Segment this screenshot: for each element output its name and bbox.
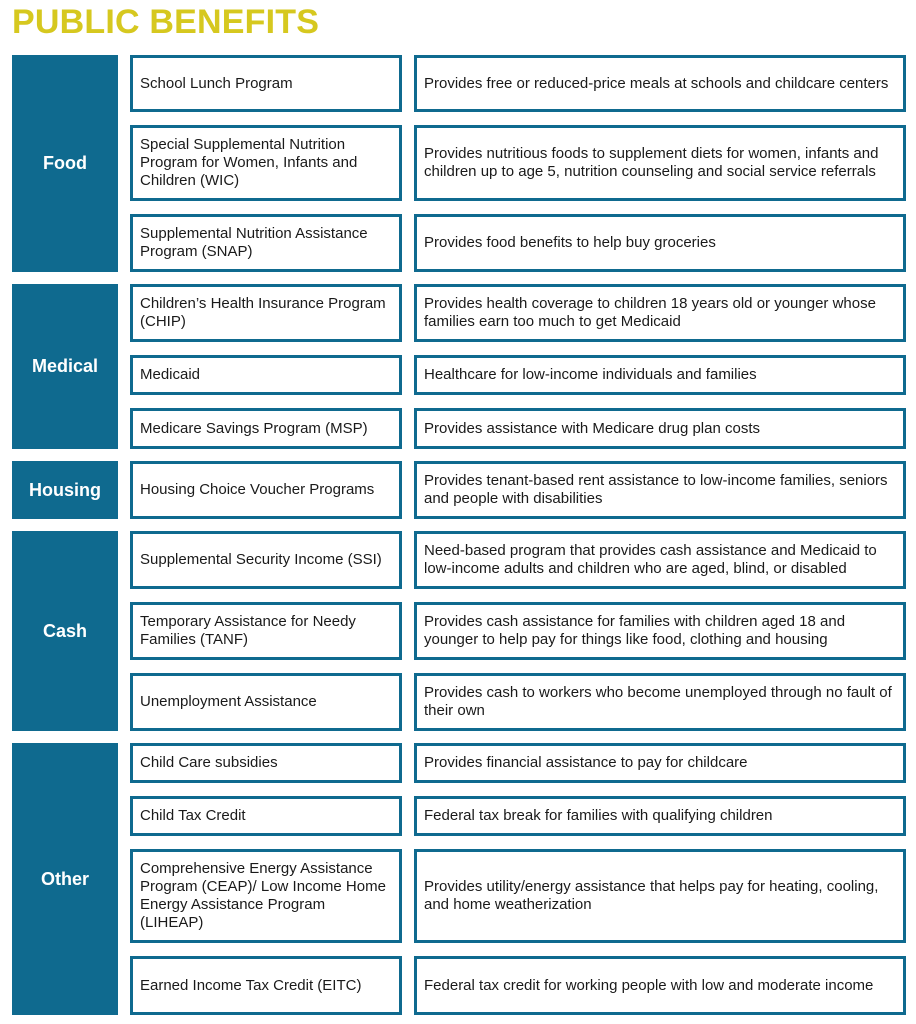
description-child-care: Provides financial assistance to pay for childcare: [414, 743, 906, 783]
page-title: PUBLIC BENEFITS: [12, 3, 320, 41]
category-housing: Housing: [12, 461, 118, 519]
program-medicaid: Medicaid: [130, 355, 402, 395]
description-school-lunch: Provides free or reduced-price meals at schools and childcare centers: [414, 55, 906, 112]
description-tanf: Provides cash assistance for families with children aged 18 and younger to help pay for things like food, clothing and housing: [414, 602, 906, 660]
program-chip: Children’s Health Insurance Program (CHIP): [130, 284, 402, 342]
category-other: Other: [12, 743, 118, 1015]
description-ssi: Need-based program that provides cash assistance and Medicaid to low-income adults and children who are aged, blind, or disabled: [414, 531, 906, 589]
description-wic: Provides nutritious foods to supplement diets for women, infants and children up to age 5, nutrition counseling and social service referrals: [414, 125, 906, 201]
program-child-care: Child Care subsidies: [130, 743, 402, 783]
description-eitc: Federal tax credit for working people with low and moderate income: [414, 956, 906, 1015]
description-unemployment: Provides cash to workers who become unemployed through no fault of their own: [414, 673, 906, 731]
program-unemployment: Unemployment Assistance: [130, 673, 402, 731]
category-cash: Cash: [12, 531, 118, 731]
description-msp: Provides assistance with Medicare drug plan costs: [414, 408, 906, 449]
program-child-tax-credit: Child Tax Credit: [130, 796, 402, 836]
description-medicaid: Healthcare for low-income individuals and families: [414, 355, 906, 395]
category-food: Food: [12, 55, 118, 272]
description-chip: Provides health coverage to children 18 years old or younger whose families earn too much to get Medicaid: [414, 284, 906, 342]
program-wic: Special Supplemental Nutrition Program for Women, Infants and Children (WIC): [130, 125, 402, 201]
program-ssi: Supplemental Security Income (SSI): [130, 531, 402, 589]
program-tanf: Temporary Assistance for Needy Families (TANF): [130, 602, 402, 660]
program-ceap-liheap: Comprehensive Energy Assistance Program (CEAP)/ Low Income Home Energy Assistance Program (LIHEAP): [130, 849, 402, 943]
category-medical: Medical: [12, 284, 118, 449]
description-snap: Provides food benefits to help buy groceries: [414, 214, 906, 272]
program-eitc: Earned Income Tax Credit (EITC): [130, 956, 402, 1015]
description-housing-voucher: Provides tenant-based rent assistance to low-income families, seniors and people with disabilities: [414, 461, 906, 519]
description-child-tax-credit: Federal tax break for families with qualifying children: [414, 796, 906, 836]
description-ceap-liheap: Provides utility/energy assistance that helps pay for heating, cooling, and home weatherization: [414, 849, 906, 943]
program-school-lunch: School Lunch Program: [130, 55, 402, 112]
program-msp: Medicare Savings Program (MSP): [130, 408, 402, 449]
program-housing-voucher: Housing Choice Voucher Programs: [130, 461, 402, 519]
program-snap: Supplemental Nutrition Assistance Program (SNAP): [130, 214, 402, 272]
